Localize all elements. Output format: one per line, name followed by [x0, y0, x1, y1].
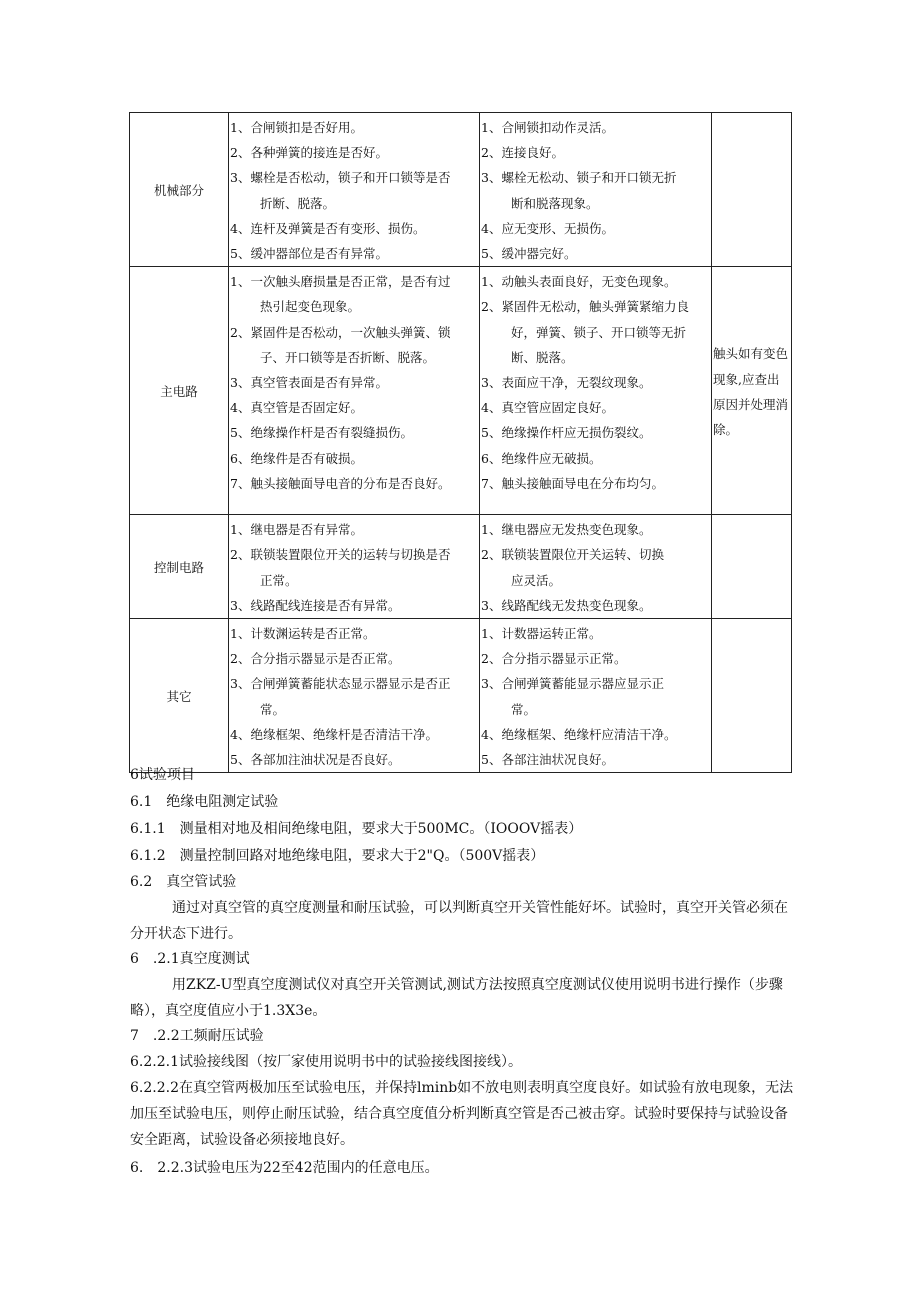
section-6-2-1-heading: 6 .2.1真空度测试	[130, 951, 250, 967]
list-item-line	[481, 471, 710, 496]
inspection-table-body	[130, 113, 792, 773]
item-text: 合分指示器显示正常。	[501, 651, 627, 667]
item-number: 4、	[230, 726, 251, 742]
list-item-line	[230, 320, 478, 345]
item-text: 应无变形、无损伤。	[501, 220, 614, 236]
item-text: 紧固件无松动，触头弹簧紧缩力良	[501, 299, 689, 315]
list-item-line	[230, 517, 478, 542]
item-number: 2、	[481, 547, 502, 563]
item-number: 3、	[481, 597, 502, 613]
item-number: 6、	[230, 450, 251, 466]
item-number: 3、	[230, 597, 251, 613]
section-6-1-1: 6.1.1 测量相对地及相间绝缘电阻，要求大于500MC。（IOOOV摇表）	[130, 821, 583, 837]
list-item-line	[481, 446, 710, 471]
item-text: 绝缘件应无破损。	[501, 450, 602, 466]
list-item-line	[481, 722, 710, 747]
item-text: 常。	[511, 701, 537, 717]
item-number: 5、	[230, 425, 251, 441]
list-item-line	[481, 320, 710, 345]
table-row	[130, 113, 792, 267]
item-text: 表面应干净，无裂纹现象。	[501, 375, 652, 391]
list-item-line	[230, 593, 478, 618]
item-text: 螺栓无松动、锁子和开口锁无折	[501, 170, 677, 186]
item-text: 计数渊运转是否正常。	[250, 626, 376, 642]
list-item-line	[230, 191, 478, 216]
list-item-line	[230, 697, 478, 722]
item-text: 紧固件是否松动，一次触头弹簧、锁	[250, 324, 451, 340]
list-item-line	[481, 593, 710, 618]
list-item-line	[481, 370, 710, 395]
item-number: 6、	[481, 450, 502, 466]
item-text: 缓冲器完好。	[501, 246, 577, 262]
item-text: 绝缘框架、绝缘杆应清洁干净。	[501, 726, 677, 742]
item-number: 1、	[230, 274, 251, 290]
item-number: 1、	[230, 522, 251, 538]
item-text: 断、脱落。	[511, 349, 574, 365]
list-item-line	[230, 747, 478, 772]
item-number: 5、	[230, 246, 251, 262]
standard-cell	[480, 619, 712, 773]
section-6-2-paragraph	[130, 895, 796, 947]
item-text: 各部注油状况良好。	[501, 752, 614, 768]
item-text: 绝缘框架、绝缘杆是否清洁干净。	[250, 726, 438, 742]
note-cell	[712, 619, 792, 773]
section-6-2-2-1: 6.2.2.1试验接线图（按厂家使用说明书中的试验接线图接线）。	[130, 1054, 522, 1070]
inspection-table	[129, 112, 792, 773]
item-number: 4、	[230, 220, 251, 236]
item-number: 2、	[481, 651, 502, 667]
item-text: 正常。	[260, 572, 298, 588]
list-item-line	[481, 115, 710, 140]
item-number: 5、	[481, 246, 502, 262]
item-text: 各种弹簧的接连是否好。	[250, 145, 388, 161]
item-number: 3、	[230, 375, 251, 391]
item-text: 螺栓是否松动，锁子和开口锁等是否	[250, 170, 451, 186]
list-item-line	[481, 191, 710, 216]
item-text: 应灵活。	[511, 572, 562, 588]
item-text: 热引起变色现象。	[260, 299, 361, 315]
item-number: 2、	[230, 145, 251, 161]
list-item-line	[230, 165, 478, 190]
list-item-line	[481, 671, 710, 696]
item-text: 断和脱落现象。	[511, 195, 599, 211]
item-text: 绝缘件是否有破损。	[250, 450, 363, 466]
item-text: 合闸弹簧蓄能状态显示器显示是否正	[250, 676, 451, 692]
item-text: 各部加注油状况是否良好。	[250, 752, 401, 768]
item-text: 继电器应无发热变色现象。	[501, 522, 652, 538]
list-item-line	[230, 671, 478, 696]
standard-cell	[480, 515, 712, 619]
table-row	[130, 515, 792, 619]
section-6-2-1-paragraph	[130, 972, 796, 1024]
category-cell: 机械部分	[130, 113, 229, 267]
item-text: 合闸锁扣是否好用。	[250, 120, 363, 135]
list-item-line	[481, 165, 710, 190]
list-item-line	[481, 517, 710, 542]
list-item-line	[230, 542, 478, 567]
list-item-line	[230, 241, 478, 266]
item-number: 2、	[481, 299, 502, 315]
item-text: 缓冲器部位是否有异常。	[250, 246, 388, 262]
item-number: 7、	[230, 475, 251, 491]
item-number: 3、	[481, 676, 502, 692]
list-item-line	[481, 345, 710, 370]
item-text: 真空管应固定良好。	[501, 400, 614, 416]
list-item-line	[481, 697, 710, 722]
section-6-2-heading: 6.2 真空管试验	[130, 874, 237, 890]
list-item-line	[230, 269, 478, 294]
check-item-cell	[229, 619, 480, 773]
list-item-line	[481, 420, 710, 445]
list-item-line	[230, 471, 478, 496]
item-text: 真空管是否固定好。	[250, 400, 363, 416]
item-number: 3、	[230, 676, 251, 692]
table-row	[130, 267, 792, 515]
section-6-1-2: 6.1.2 测量控制回路对地绝缘电阻，要求大于2"Q。（500V摇表）	[130, 848, 545, 864]
item-number: 1、	[230, 626, 251, 642]
item-text: 合闸锁扣动作灵活。	[501, 120, 614, 135]
item-number: 5、	[481, 752, 502, 768]
item-number: 3、	[481, 375, 502, 391]
item-number: 2、	[230, 324, 251, 340]
item-number: 4、	[481, 726, 502, 742]
category-cell: 控制电路	[130, 515, 229, 619]
item-text: 真空管表面是否有异常。	[250, 375, 388, 391]
list-item-line	[481, 395, 710, 420]
check-item-cell	[229, 515, 480, 619]
list-item-line	[481, 140, 710, 165]
section-6-2-2-heading: 7 .2.2工频耐压试验	[130, 1028, 264, 1044]
item-text: 绝缘操作杆是否有裂缝损伤。	[250, 425, 413, 441]
note-cell	[712, 515, 792, 619]
item-number: 1、	[481, 626, 502, 642]
list-item-line	[230, 420, 478, 445]
list-item-line	[481, 294, 710, 319]
list-item-line	[230, 646, 478, 671]
note-cell	[712, 113, 792, 267]
item-text: 常。	[260, 701, 286, 717]
item-number: 4、	[230, 400, 251, 416]
category-cell: 其它	[130, 619, 229, 773]
list-item-line	[481, 269, 710, 294]
item-number: 5、	[230, 752, 251, 768]
list-item-line	[230, 345, 478, 370]
item-number: 1、	[230, 120, 251, 135]
list-item-line	[481, 216, 710, 241]
list-item-line	[230, 722, 478, 747]
item-text: 绝缘操作杆应无损伤裂纹。	[501, 425, 652, 441]
section-6-1-heading: 6.1 绝缘电阻测定试验	[130, 794, 279, 810]
item-number: 2、	[481, 145, 502, 161]
note-cell: 触头如有变色现象,应查出原因并处理消除。	[712, 267, 792, 515]
list-item-line	[230, 446, 478, 471]
item-text: 联锁装置限位开关的运转与切换是否	[250, 547, 451, 563]
list-item-line	[481, 568, 710, 593]
standard-cell	[480, 267, 712, 515]
item-number: 5、	[481, 425, 502, 441]
item-number: 2、	[230, 651, 251, 667]
item-text: 联锁装置限位开关运转、切换	[501, 547, 664, 563]
standard-cell	[480, 113, 712, 267]
list-item-line	[230, 568, 478, 593]
item-text: 继电器是否有异常。	[250, 522, 363, 538]
section-6-2-1-text: 用ZKZ-U型真空度测试仪对真空开关管测试,测试方法按照真空度测试仪使用说明书进行操作（步骤略），真空度值应小于1.3X3e。	[130, 977, 783, 1019]
item-number: 4、	[481, 400, 502, 416]
item-text: 线路配线连接是否有异常。	[250, 597, 401, 613]
section-6-2-2-2-paragraph: 6.2.2.2在真空管两极加压至试验电压，并保持lminb如不放电则表明真空度良好。如试验有放电现象，无法加压至试验电压，则停止耐压试验，结合真空度值分析判断真空管是否己被击穿。试验时要保持与试验设备安全距离，试验设备必须接地良好。	[130, 1080, 794, 1148]
item-text: 一次触头磨损量是否正常，是否有过	[250, 274, 451, 290]
check-item-cell	[229, 113, 480, 267]
list-item-line	[481, 621, 710, 646]
table-row	[130, 619, 792, 773]
list-item-line	[230, 395, 478, 420]
category-cell: 主电路	[130, 267, 229, 515]
item-number: 1、	[481, 522, 502, 538]
list-item-line	[230, 621, 478, 646]
list-item-line	[481, 646, 710, 671]
item-text: 子、开口锁等是否折断、脱落。	[260, 349, 436, 365]
item-number: 4、	[481, 220, 502, 236]
item-number: 3、	[481, 170, 502, 186]
list-item-line	[481, 747, 710, 772]
list-item-line	[230, 140, 478, 165]
item-number: 3、	[230, 170, 251, 186]
item-text: 计数器运转正常。	[501, 626, 602, 642]
item-text: 好，弹簧、锁子、开口锁等无折	[511, 324, 687, 340]
item-text: 触头接触面导电在分布均匀。	[501, 475, 664, 491]
item-number: 1、	[481, 274, 502, 290]
list-item-line	[230, 294, 478, 319]
item-number: 2、	[230, 547, 251, 563]
list-item-line	[481, 241, 710, 266]
item-number: 7、	[481, 475, 502, 491]
section-6-2-2-3: 6. 2.2.3试验电压为22至42范围内的任意电压。	[130, 1160, 439, 1176]
list-item-line	[481, 542, 710, 567]
item-text: 连接良好。	[501, 145, 564, 161]
item-text: 触头接触面导电音的分布是否良好。	[250, 475, 451, 491]
item-text: 动触头表面良好，无变色现象。	[501, 274, 677, 290]
list-item-line	[230, 216, 478, 241]
item-text: 合闸弹簧蓄能显示器应显示正	[501, 676, 664, 692]
item-text: 折断、脱落。	[260, 195, 336, 211]
section-6-heading: 6试验项目	[130, 767, 195, 783]
list-item-line	[230, 115, 478, 140]
check-item-cell	[229, 267, 480, 515]
item-text: 连杆及弹簧是否有变形、损伤。	[250, 220, 426, 236]
list-item-line	[230, 370, 478, 395]
item-text: 合分指示器显示是否正常。	[250, 651, 401, 667]
item-text: 线路配线无发热变色现象。	[501, 597, 652, 613]
section-6-2-text: 通过对真空管的真空度测量和耐压试验，可以判断真空开关管性能好坏。试验时，真空开关管必须在分开状态下进行。	[130, 900, 788, 942]
item-number: 1、	[481, 120, 502, 135]
